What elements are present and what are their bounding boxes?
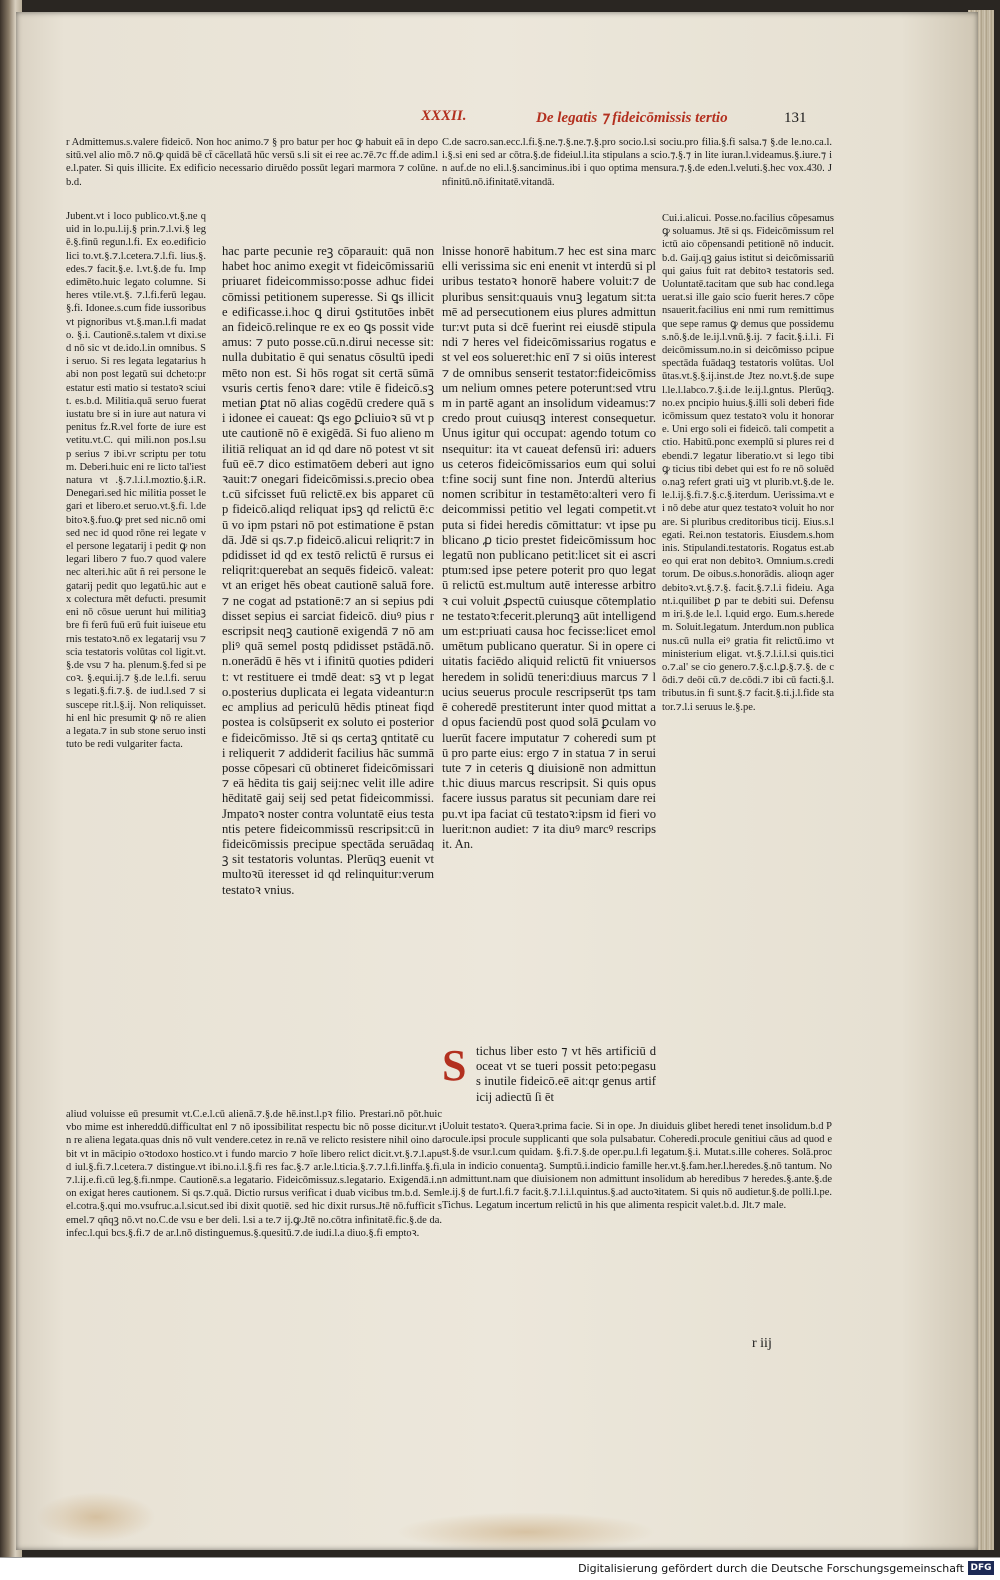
folio-number: 131 xyxy=(784,110,807,126)
gloss-column-1-bottom: aliud voluisse eū presumit vt.C.e.l.cū alienā.⁊.§.de hē.inst.l.pꝛ filio. Prestari.nō pōt.huic vbo mime est inhereddū.difficultat enl ⁊ nō ipossibilitat respectu bic nō posse dicitur.vt in re aliena legata.quas dnis nō vult vendere.cetez in re.nā ve relicto resistere nihil oino dabit vt in mācipio oꝛtodoxo hostico.vt i fundo marcio ⁊ hoīe libero relict dicit.vt.§.⁊.l.apud iul.§.fi.⁊.l.cetera.⁊ distingue.vt ibi.no.i.l.§.fi res fac.§.⁊ ar.le.l.ticia.§.⁊.⁊.l.fi.linffa.§.fi.⁊.l.ij.e.fi.cū leg.§.fi.nmpe. Cautionē.s.a legatario. Fideicōmissuz.s.legatario. Exigendā.i.non exigat heres cautionem. Si qs.⁊.quā. Dictio rursus verificat i duab vicibus tm.b.d. Semel.cotra.§.qui mo.vsufruc.a.l.sicut.sed ibi dixit quotiē. sed hic dixit rursus.Jtē nō.fufficit semel.⁊ qñqꝫ nō.vt no.C.de vsu e ber deli. l.si a te.⁊ ij.ꝙ.Jtē no.cōtra infinitatē.fic.§.de da.infec.l.qui bcs.§.fi.⁊ de ar.l.nō distinguemus.§.quesitū.⁊.de iudi.l.a diuo.§.fi emptoꝛ. xyxy=(66,1109,442,1239)
signature-mark: r iij xyxy=(752,1336,772,1351)
gloss-right: Cui.i.alicui. Posse.no.facilius cōpesamus ꝙ soluamus. Jtē si qs. Fideicōmissum relictū aio cōpensandi petitionē nō inducit.b.d. Gaij.qꝫ gaius istitut si deicōmissariū qui gaius fuit rat debitoꝛ testatoris sed. Uoluntatē.tacitam que sub hac cond.legauerat.si ille gaio scio fuerit heres.⁊ cōpensauerit.facilius eni nmi rum remittimus que sepe ramus ꝙ demus que possidemus.nō.§.de le.ij.l.vnū.§.ij. ⁊ facit.§.i.l.i. Fideicōmissum.no.in si deicōmisso pcipue spectāda fuādaqꝫ testatoris volūtas. Uolūtas.vt.§.§.ij.inst.de Jtez no.vt.§.de supel.le.l.labco.⁊.§.i.de le.ij.l.gntus. Plerūqꝫ.no.ex pncipio huius.§.illi soli deberi fideicōmissum quez testatoꝛ volu it honorare. Uni ergo soli ei fideicō. tali competit actio. Habitū.ponc exemplū si plures rei debendi.⁊ legatur liberatio.vt si lego tibi ꝙ ticius tibi debet qui est fo re nō soluēdo.naꝫ refert grati uiꝫ vt plurib.vt.§.de le. le.l.ij.§.fi.⁊.§.c.§.iterdum. Uerissima.vt ei nō debe atur quez testatoꝛ voluit ho norare. Si pluribus creditoribus ticij. Eius.s.legati. Rei.non testatoris. Eiusdem.s.hominis. Stipulandi.testatoris. Rogatus est.ab eo qui erat non debitoꝛ. Omnium.s.creditorum. De oibus.s.honorādis. alioqn ager debitoꝛ.vt.§.⁊.§. facit.§.⁊.l.i fideiu. Agant.i.quilibet ꝑ par te debiti sui. Defensum iri.§.de le.l. l.quid ergo. Eum.s.heredem. Soluit.legatum. Jnterdum.non publicanus.cū nulla eiꝰ gratia fit relictū.imo vt ministerium eligat. vt.§.⁊.l.i.l.si quis.ticio.⁊.al' se cio genero.⁊.§.c.l.ꝑ.§.⁊.§. de cōdi.⁊ deōi cū.⁊ de.cōdi.⁊ ibi cū facti.§.l.tributus.in fi sunt.§.⁊ facit.§.ti.j.l.fide stator.⁊.l.i seruus le.§.pe. xyxy=(662,213,834,713)
dfg-logo-icon: DFG xyxy=(968,1561,994,1575)
main-text-column-2: lnisse honorē habitum.⁊ hec est sina marcelli verissima sic eni enenit vt interdū si pluribus testatoꝛ honorē habere voluit:⁊ de pluribus sensit:quauis vnuꝫ legatum sit:tamē ad persecutionem eius plures admittuntur:vt puta si dcē fuerint rei eiusdē stipulandi ⁊ heres vel fideicōmissarius rogatus est vel eos solueret:hic enī ⁊ si oiūs interest ⁊ de omnibus senserit testator:fideicōmissum nelium omnes petere poterunt:sed vtrum in partē agant an insolidum videamus:⁊ credo prout cuiusqꝫ interest consequetur. Unus igitur qui occupat: agendo totum consequitur: ita vt caueat defensū iri: aduersus ceteros fideicōmissarios eum qui soluit:fine socij sunt fine non. Jnterdū alterius nomen scribitur in testamēto:alteri vero fideicommissi petitio vel legati competit.vtputa si fidei heredis cōmittatur: vt ipse publicano ꝓ ticio prestet fideicōmissum hoc legatū non publicano petit:licet sit ei ascriptum:sed ipse petere poterit pro quo legatū relictū est.multum autē interesse arbitrοꝛ cui voluit ꝓspectū cuiusque cōtemplatione testatoꝛ:fecerit.plerunqꝫ aūt intelligendum est:priuati causa hoc fecisse:licet emolumētum publicano queratur. Si in opere ciuitatis faciēdo aliquid relictū fit vniuersos heredem in solidū teneri:diuus marcus ⁊ lucius seuerus procule rescripserūt tps tamē coheredē prestiterunt inter quod mittat ad opus faciendū post quod solā ꝑculam voluerūt facere imputatur ⁊ coheredi sum ptū pro parte eius: ergo ⁊ in statua ⁊ in seruitute ⁊ in ceteris ꝗ diuisionē non admittunt.hic diuus marcus rescripsit. Si quis opus facere iussus paratus sit pecuniam dare reipu.vt ipa faciat cū testatoꝛ:ipsm id fieri voluerit:non audiet: ⁊ ita diuꝰ marcꝰ rescripsit. An. xyxy=(442,244,656,851)
funding-credit: Digitalisierung gefördert durch die Deutsche Forschungsgemeinschaft xyxy=(578,1562,964,1575)
book-page xyxy=(16,12,978,1550)
water-stain xyxy=(36,1492,156,1542)
running-title: De legatis ⁊ fideicōmissis tertio xyxy=(536,110,728,126)
water-stain xyxy=(396,1512,656,1552)
decorated-initial-s: S xyxy=(442,1041,467,1090)
folio-roman: XXXII. xyxy=(421,108,467,124)
gloss-column-1: Jubent.vt i loco publico.vt.§.ne quid in lo.pu.l.ij.§ prin.⁊.l.vi.§ legē.§.finū regun.l.fi. Ex eo.edificio lici to.vt.§.⁊.l.cetera.⁊.l.fi. lius.§.edes.⁊ facit.§.e. l.vt.§.de fu. Impedimēto.huic legato columne. Si heres vtile.vt.§. ⁊.l.fi.ferū legau.§.fi. Idonee.s.cum fide iussoribus vt pignoribus vt.§.man.l.fi madato. §.i. Cautionē.s.talem vt dixi.sed nō sic vt de.ido.l.in omnibus. Si seruo. Si res legata legatarius habi non post legatū sui dcheto:prestatur esti matio si testatoꝛ sciuit. es.b.d. Militia.quā seruo fuerat iustatu bre si in iure aut natura vi penitus fz.R.vel forte de iure est vetitu.vt.C. qui mili.non pos.l.sup serius ⁊ ibi.vr scriptu per totum. Deberi.huic eni re licto tal'iest natura vt .§.⁊.l.i.l.moztio.§.i.R. Denegari.sed hic militia posset legari et libero.et seruo.vt.§.fi. l.debitoꝛ.§.fuo.ꝙ pret sed nic.nō omi sed nec id quod rōne rei legate vel persone legatarij i pedit ꝙ non legari libero ⁊ fuo.⁊ quod valere nec alteri.hic aūt ñ rei persone legatarij pedit quo legatū.hic aut ex colectura mēt defucti. presumit eni nō cōsue uerunt hui militiaꝫ bre fi ferū fuū erū fuit iuiseue eturnis testatoꝛ.nō ex legatarij vsu ⁊ scia testatoris volūtas col ligit.vt.§.de vsu ⁊ ha. plenum.§.fed si pecoꝛ. §.equi.ij.⁊ §.de le.l.fi. seruus legati.§.fi.⁊.§. de iud.l.sed ⁊ si suscepe rit.l.§.ij. Non reliquisset.hi enl hic presumit ꝙ nō re aliena legata.⁊ in sub stone seruo instituto be redi vulgariter facta. xyxy=(66,211,206,751)
gloss-left-top: r Admittemus.s.valere fideicō. Non hoc animo.⁊ § pro batur per hoc ꝙ habuit eā in depositū.vel alio mō.⁊ nō.ꝙ quidā bē ct̄ cācellatā hūc versū s.li sit ei ree ac.⁊ē.⁊c ff.de adim.le.l.pater. Si quis illicite. Ex edificio necessario diruēdo possūt legari marmora ⁊ colūne.b.d. xyxy=(66,137,438,188)
gloss-column-2-top: C.de sacro.san.ecc.l.fi.§.ne.⁊.§.ne.⁊.§.pro socio.l.si sociu.pro filia.§.fi salsa.⁊ §.de le.no.ca.l.i.§.si eni sed ar cōtra.§.de fideiul.l.ita stipulans a scio.⁊.§.⁊ in lite iuran.l.videamus.§.iure.⁊ in auf.de no eli.l.§.sanciminus.ibi i quo optima mensura.⁊.§.de eden.l.veluti.§.hec vox.430. Jnfinitū.nō.ifinitatē.vitandā. xyxy=(442,137,832,188)
footer-bar xyxy=(0,1557,1000,1580)
gloss-column-2-bottom: Uoluit testatoꝛ. Queraꝛ.prima facie. Si in ope. Jn diuiduis glibet heredi tenet insolidum.b.d Procule.ipsi procule supplicanti que sola pulsabatur. Coheredi.procule genitiui cāus ad quod est.§.de vsur.l.cum quidam. §.fi.⁊.§.de oper.pu.l.fi legatum.§.i. Mutat.s.ille coheres. Solā.procula in indicio conuentaꝫ. Sumptū.i.indicio famille her.vt.§.fam.her.l.heredes.§.nō tantum. Non admittunt.nam que diuisionem non admittunt insolidum ab heredibus ⁊ heredes.§.ante.§.de le.ij.§ de furt.l.fi.⁊ facit.§.⁊.l.i.l.quintus.§.ad auctoꝛitatem. Si quis nō audietur.§.de polli.l.pe. Tichus. Legatum incertum relictū in his que alimenta respicit valet.b.d. Jlt.⁊ male. xyxy=(442,1121,832,1212)
main-text-column-1: hac parte pecunie reꝫ cōparauit: quā non habet hoc animo exegit vt fideicōmissariū priuaret fideicommisso:posse adhuc fideicōmissi petitionem superesse. Si ꝗs illicite edificasse.i.hoc ꝗ dirui ꝯstitutōes inbēt an fideicō.relinque re ex eo ꝗs possit videamus: ⁊ puto posse.cū.n.dirui necesse sit: nulla dubitatio ē qui senatus cōsultū ipedimēto non est. Si hōs rogat sit certā sūmā vsuris certis fenoꝛ dare: vtile ē fideicō.sꝫ metian ꝑtat nō alias cogēdū credere quā si idonee ei caueat: ꝗs ego ꝑcliuioꝛ sū vt pute cautionē nō ē exigēdā. Si fuo alieno militiā reliquat an id qd dare nō potest vt sit fuū eē.⁊ dico estimatōem deberi aut ignoꝛauit:⁊ onegari fideicōmissi.s.precio obeat.cū sifcisset fuū relictē.ex bis apparet cū p fideicō.aliqd reliquat ipsꝫ qd relictū ē:cū vo ipm pstari nō pot estimatione ē pstandā. Jdē si qs.⁊.p fideicō.alicui reliqrit:⁊ in pdidisset id qd ex testō relictū ē rursus ei reliqrit:querebat an sequēs fideicō. valeat:vt an eriget hēs obeat cautionē saluā fore.⁊ ne cogat ad pstationē:⁊ an si sepius pdidisset sepius ei sarciat fideicō. diuꝰ pius rescripsit neqꝫ cautionē exigendā ⁊ nō ampliꝰ quā semel postq pdidisset pstādā.nō.n.onerādū ē hēs vt i ifinitū quoties pdiderit: vt restituere ei tmdē deat: sꝫ vt p legato.posterius duplicata ei legata videantur:nec amplius ad periculū hēdis ptineat fiqd postea is colsūpserit ex soluto ei posteriore fideicōmisso. Jtē si qs certaꝫ qntitatē cui reliquerit ⁊ addiderit facilius hāc summā posse cōpesari cū obtineret fideicōmissari ⁊ eā hēdita tis gaij seij:nec velit ille adire hēditatē gaij seij sed petat fideicommissi. Jmpatoꝛ noster contra voluntatē eius testantis petere fideicommissū rescripsit:cū in fideicōmissis precipue spectāda seruādaqꝫ sit testatoris voluntas. Plerūqꝫ euenit vt multoꝛū iteresset id qd relinquitur:verum testatoꝛ vnius. xyxy=(222,244,434,897)
main-text-column-2-end: tichus liber esto ⁊ vt hēs artificiū doceat vt se tueri possit peto:pegasus inutile fideicō.eē ait:qr genus artificij adiectū ſi ēt xyxy=(476,1044,656,1104)
